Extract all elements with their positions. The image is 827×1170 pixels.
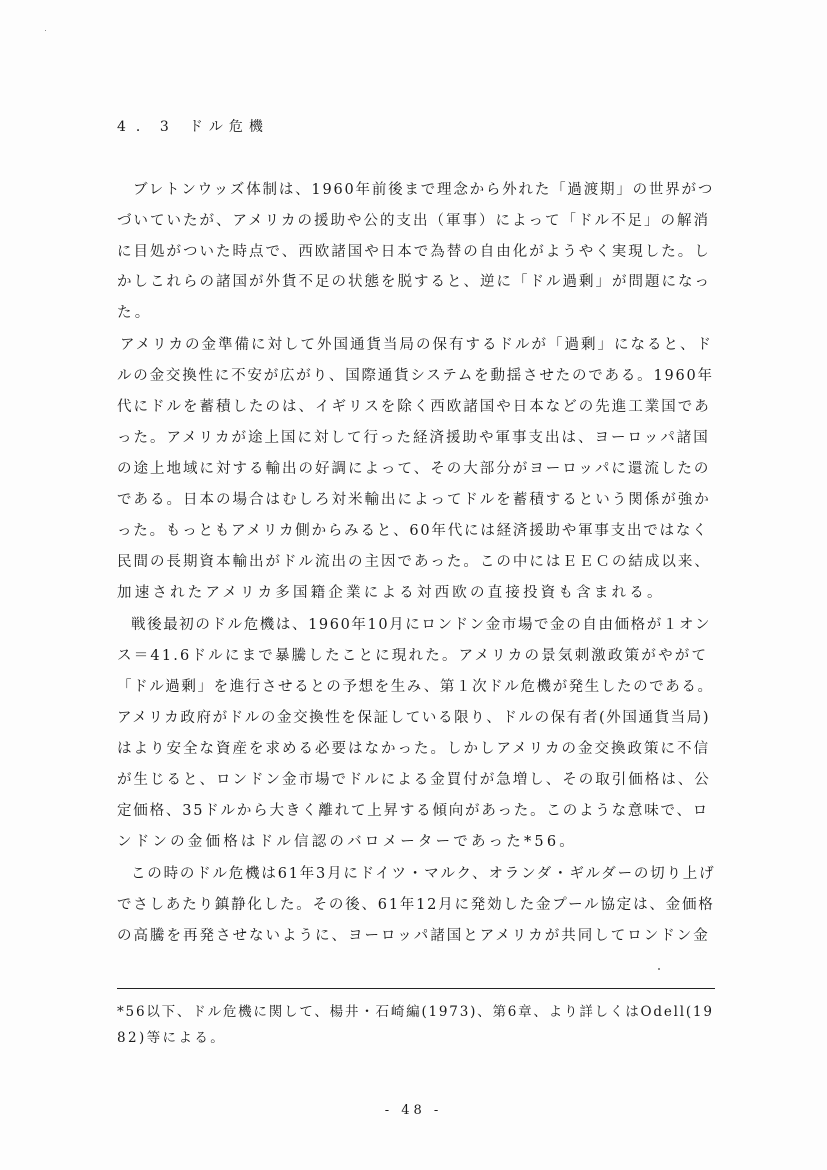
text-line: ブレトンウッズ体制は、1960年前後まで理念から外れた「過渡期」の世界がつ (133, 182, 715, 198)
section-heading (117, 116, 269, 136)
text-line: が生じると、ロンドン金市場でドルによる金買付が急増し、その取引価格は、公 (117, 772, 711, 788)
text-line: 定価格、35ドルから大きく離れて上昇する傾向があった。このような意味で、ロ (117, 803, 710, 819)
text-line: ンドンの金価格はドル信認のバロメーターであった*56。 (117, 834, 577, 850)
section-number: 4．3 (117, 119, 179, 135)
scan-speck (658, 968, 660, 970)
text-line: た。 (117, 305, 153, 321)
text-line: アメリカの金準備に対して外国通貨当局の保有するドルが「過剰」になると、ド (120, 337, 713, 353)
text-line: でさしあたり鎮静化した。その後、61年12月に発効した金プール協定は、金価格 (117, 897, 715, 913)
text-line: ルの金交換性に不安が広がり、国際通貨システムを動揺させたのである。1960年 (117, 368, 714, 384)
text-line: アメリカ政府がドルの金交換性を保証している限り、ドルの保有者(外国通貨当局) (117, 710, 711, 726)
text-line: の途上地域に対する輸出の好調によって、その大部分がヨーロッパに還流したの (117, 461, 711, 477)
text-line: ス＝41.6ドルにまで暴騰したことに現れた。アメリカの景気刺激政策がやがて (117, 648, 709, 664)
footnote-rule (117, 988, 715, 989)
text-line: った。アメリカが途上国に対して行った経済援助や軍事支出は、ヨーロッパ諸国 (117, 430, 710, 446)
footnote-line: *56以下、ドル危機に関して、楊井・石崎編(1973)、第6章、より詳しくはOdell(19 (117, 1004, 714, 1020)
text-line: った。もっともアメリカ側からみると、60年代には経済援助や軍事支出ではなく (117, 523, 709, 539)
text-line: 民間の長期資本輸出がドル流出の主因であった。この中にはＥＥＣの結成以来、 (117, 554, 711, 570)
text-line: づいていたが、アメリカの援助や公的支出（軍事）によって「ドル不足」の解消 (117, 213, 710, 229)
footnote-line: 82)等による。 (117, 1030, 227, 1046)
text-line: 戦後最初のドル危機は、1960年10月にロンドン金市場で金の自由価格が１オン (131, 617, 712, 633)
text-line: この時のドル危機は61年3月にドイツ・マルク、オランダ・ギルダーの切り上げ (131, 866, 716, 882)
text-line: はより安全な資産を求める必要はなかった。しかしアメリカの金交換政策に不信 (117, 741, 710, 757)
page-number: - 48 - (384, 1103, 443, 1118)
text-line: である。日本の場合はむしろ対米輸出によってドルを蓄積するという関係が強か (117, 492, 711, 508)
scan-speck (45, 30, 46, 31)
text-line: の高騰を再発させないように、ヨーロッパ諸国とアメリカが共同してロンドン金 (117, 928, 710, 944)
text-line: 代にドルを蓄積したのは、イギリスを除く西欧諸国や日本などの先進工業国であ (117, 399, 711, 415)
text-line: 加速されたアメリカ多国籍企業による対西欧の直接投資も含まれる。 (117, 585, 665, 601)
text-line: 「ドル過剰」を進行させるとの予想を生み、第１次ドル危機が発生したのである。 (117, 679, 714, 695)
text-line: に目処がついた時点で、西欧諸国や日本で為替の自由化がようやく実現した。し (117, 244, 711, 260)
text-line: かしこれらの諸国が外貨不足の状態を脱すると、逆に「ドル過剰」が問題になっ (117, 274, 711, 290)
section-title: ドル危機 (188, 119, 269, 135)
